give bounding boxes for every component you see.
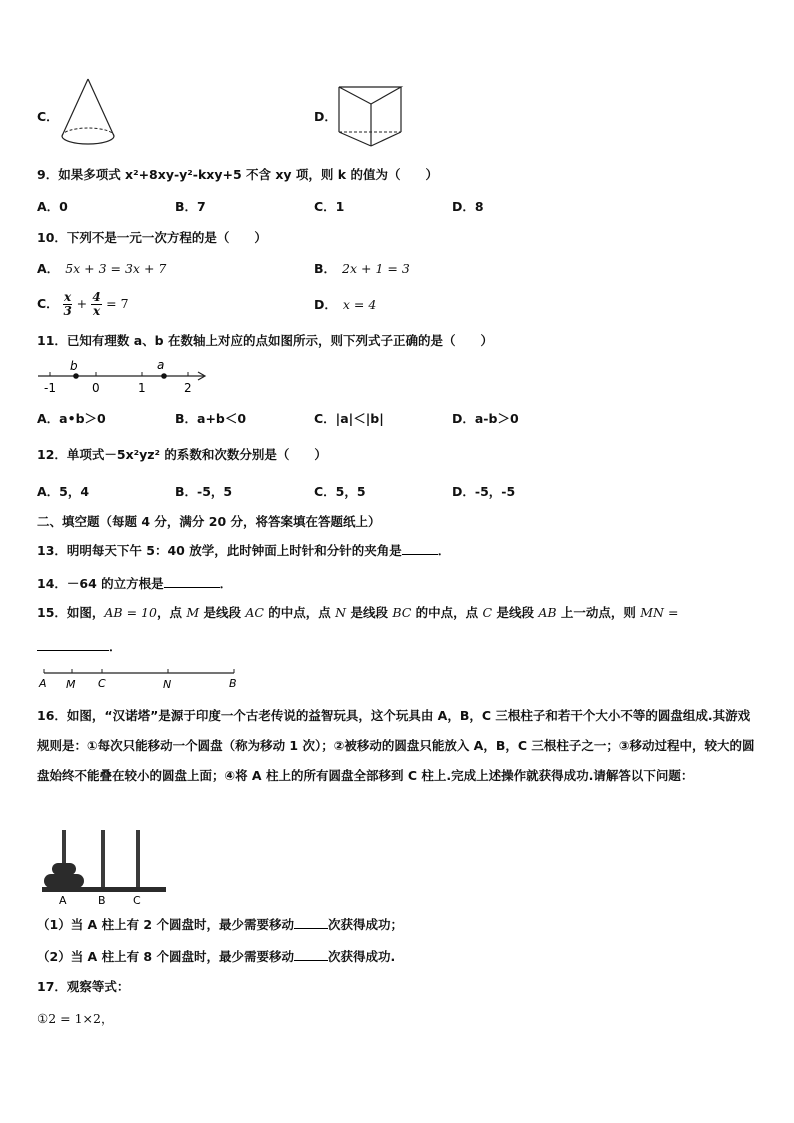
q16-sub1: （1）当 A 柱上有 2 个圆盘时，最少需要移动 次获得成功； (37, 914, 403, 934)
q12-option-a: A．5，4 (37, 484, 90, 499)
q8-option-d-label: D． (314, 109, 337, 124)
triangular-prism-figure (336, 82, 406, 150)
q11-stem: 11．已知有理数 a、b 在数轴上对应的点如图所示，则下列式子正确的是（ ） (37, 333, 493, 348)
q14-stem: 14．－64 的立方根是 (37, 576, 164, 591)
q12-option-c: C．5，5 (314, 484, 366, 499)
label-n: N (163, 678, 172, 691)
q13-stem: 13．明明每天下午 5：40 放学，此时钟面上时针和分针的夹角是 (37, 543, 402, 558)
q11-option-a: A．a•b＞0 (37, 411, 106, 426)
rod-c (136, 830, 140, 888)
q10-option-b-label: B． (314, 261, 337, 276)
tick-label-neg1: -1 (44, 381, 56, 395)
q10-option-c-label: C． (37, 296, 59, 311)
q10-option-c: C． $\frac{x}{3}$ + $\frac{4}{x}$ = 7 (37, 290, 129, 318)
number-line-figure (36, 356, 212, 396)
tick-label-1: 1 (138, 381, 146, 395)
point-a-label: a (157, 358, 165, 372)
q16-sub1-answer-blank[interactable] (294, 914, 328, 929)
rod-label-a: A (59, 894, 67, 906)
label-a: A (39, 677, 47, 690)
q17-stem: 17．观察等式： (37, 979, 130, 994)
q16-sub2: （2）当 A 柱上有 8 个圆盘时，最少需要移动 次获得成功. (37, 946, 395, 966)
q9-option-c: C．1 (314, 199, 345, 214)
q13-question: 13．明明每天下午 5：40 放学，此时钟面上时针和分针的夹角是 ． (37, 540, 450, 560)
segment-ab-figure (36, 664, 242, 692)
point-b (73, 373, 79, 379)
q10-stem: 10．下列不是一元一次方程的是（ ） (37, 230, 267, 245)
q14-answer-blank[interactable] (164, 573, 220, 588)
q10-option-d (314, 296, 376, 314)
label-m: M (66, 678, 76, 691)
q9-stem: 9．如果多项式 x²+8xy-y²-kxy+5 不含 xy 项，则 k 的值为（ ） (37, 167, 438, 182)
q12-option-b: B．-5，5 (175, 484, 233, 499)
q8-option-c-label: C． (37, 109, 59, 124)
q12-stem: 12．单项式－5x²yz² 的系数和次数分别是（ ） (37, 447, 327, 462)
q16-sub2-answer-blank[interactable] (294, 946, 328, 961)
rod-label-b: B (98, 894, 106, 906)
tick-label-2: 2 (184, 381, 192, 395)
q12-option-d: D．-5，-5 (452, 484, 516, 499)
q9-option-b: B．7 (175, 199, 206, 214)
q11-option-c: C．|a|＜|b| (314, 411, 384, 426)
q10-option-d-label: D． (314, 297, 337, 312)
q15-stem: 15．如图，AB = 10，点 M 是线段 AC 的中点，点 N 是线段 BC 的中点，点 C 是线段 AB 上一动点，则 MN = (37, 605, 679, 620)
label-b: B (229, 677, 237, 690)
q10-fraction-1: $\frac{x}{3}$ (63, 290, 72, 318)
point-b-label: b (70, 359, 78, 373)
q14-question: 14．－64 的立方根是 ． (37, 573, 232, 593)
point-a (161, 373, 167, 379)
q13-answer-blank[interactable] (402, 540, 438, 555)
q15-answer-blank[interactable] (37, 636, 109, 651)
cone-figure (58, 76, 118, 152)
base-board (42, 887, 166, 892)
label-c: C (98, 677, 106, 690)
large-disk (44, 874, 84, 888)
q10-option-d-equation: x = 4 (342, 297, 377, 312)
rod-label-c: C (133, 894, 141, 906)
q16-paragraph: 16．如图，“汉诺塔”是源于印度一个古老传说的益智玩具，这个玩具由 A，B，C 三根柱子和若干个大小不等的圆盘组成.其游戏规则是：①每次只能移动一个圆盘（称为移动 1 次）；②被移动的圆盘只能放入 A，B，C 三根柱子之一；③移动过程中，较大的圆盘始终不能叠在较小的圆盘上面；④将 A 柱上的所有圆盘全部移到 C 柱上.完成上述操作就获得成功.请解答以下问题： (37, 708, 755, 783)
q10-option-a (37, 260, 166, 278)
tick-label-0: 0 (92, 381, 100, 395)
q17-equation-1: ①2 = 1×2， (37, 1011, 114, 1026)
q9-option-a: A．0 (37, 199, 68, 214)
q11-option-b: B．a+b＜0 (175, 411, 247, 426)
hanoi-tower-figure (40, 828, 170, 906)
q9-option-d: D．8 (452, 199, 484, 214)
q10-option-a-label: A． (37, 261, 60, 276)
q10-option-a-equation: 5x + 3 = 3x + 7 (65, 261, 167, 276)
q10-option-b (314, 260, 410, 278)
section-heading: 二、填空题（每题 4 分，满分 20 分，将答案填在答题纸上） (37, 514, 381, 529)
rod-b (101, 830, 105, 888)
small-disk (52, 863, 76, 875)
q10-option-b-equation: 2x + 1 = 3 (342, 261, 410, 276)
q11-option-d: D．a-b＞0 (452, 411, 519, 426)
q15-answer-line: ． (37, 636, 122, 656)
q10-fraction-2: $\frac{4}{x}$ (92, 290, 101, 318)
